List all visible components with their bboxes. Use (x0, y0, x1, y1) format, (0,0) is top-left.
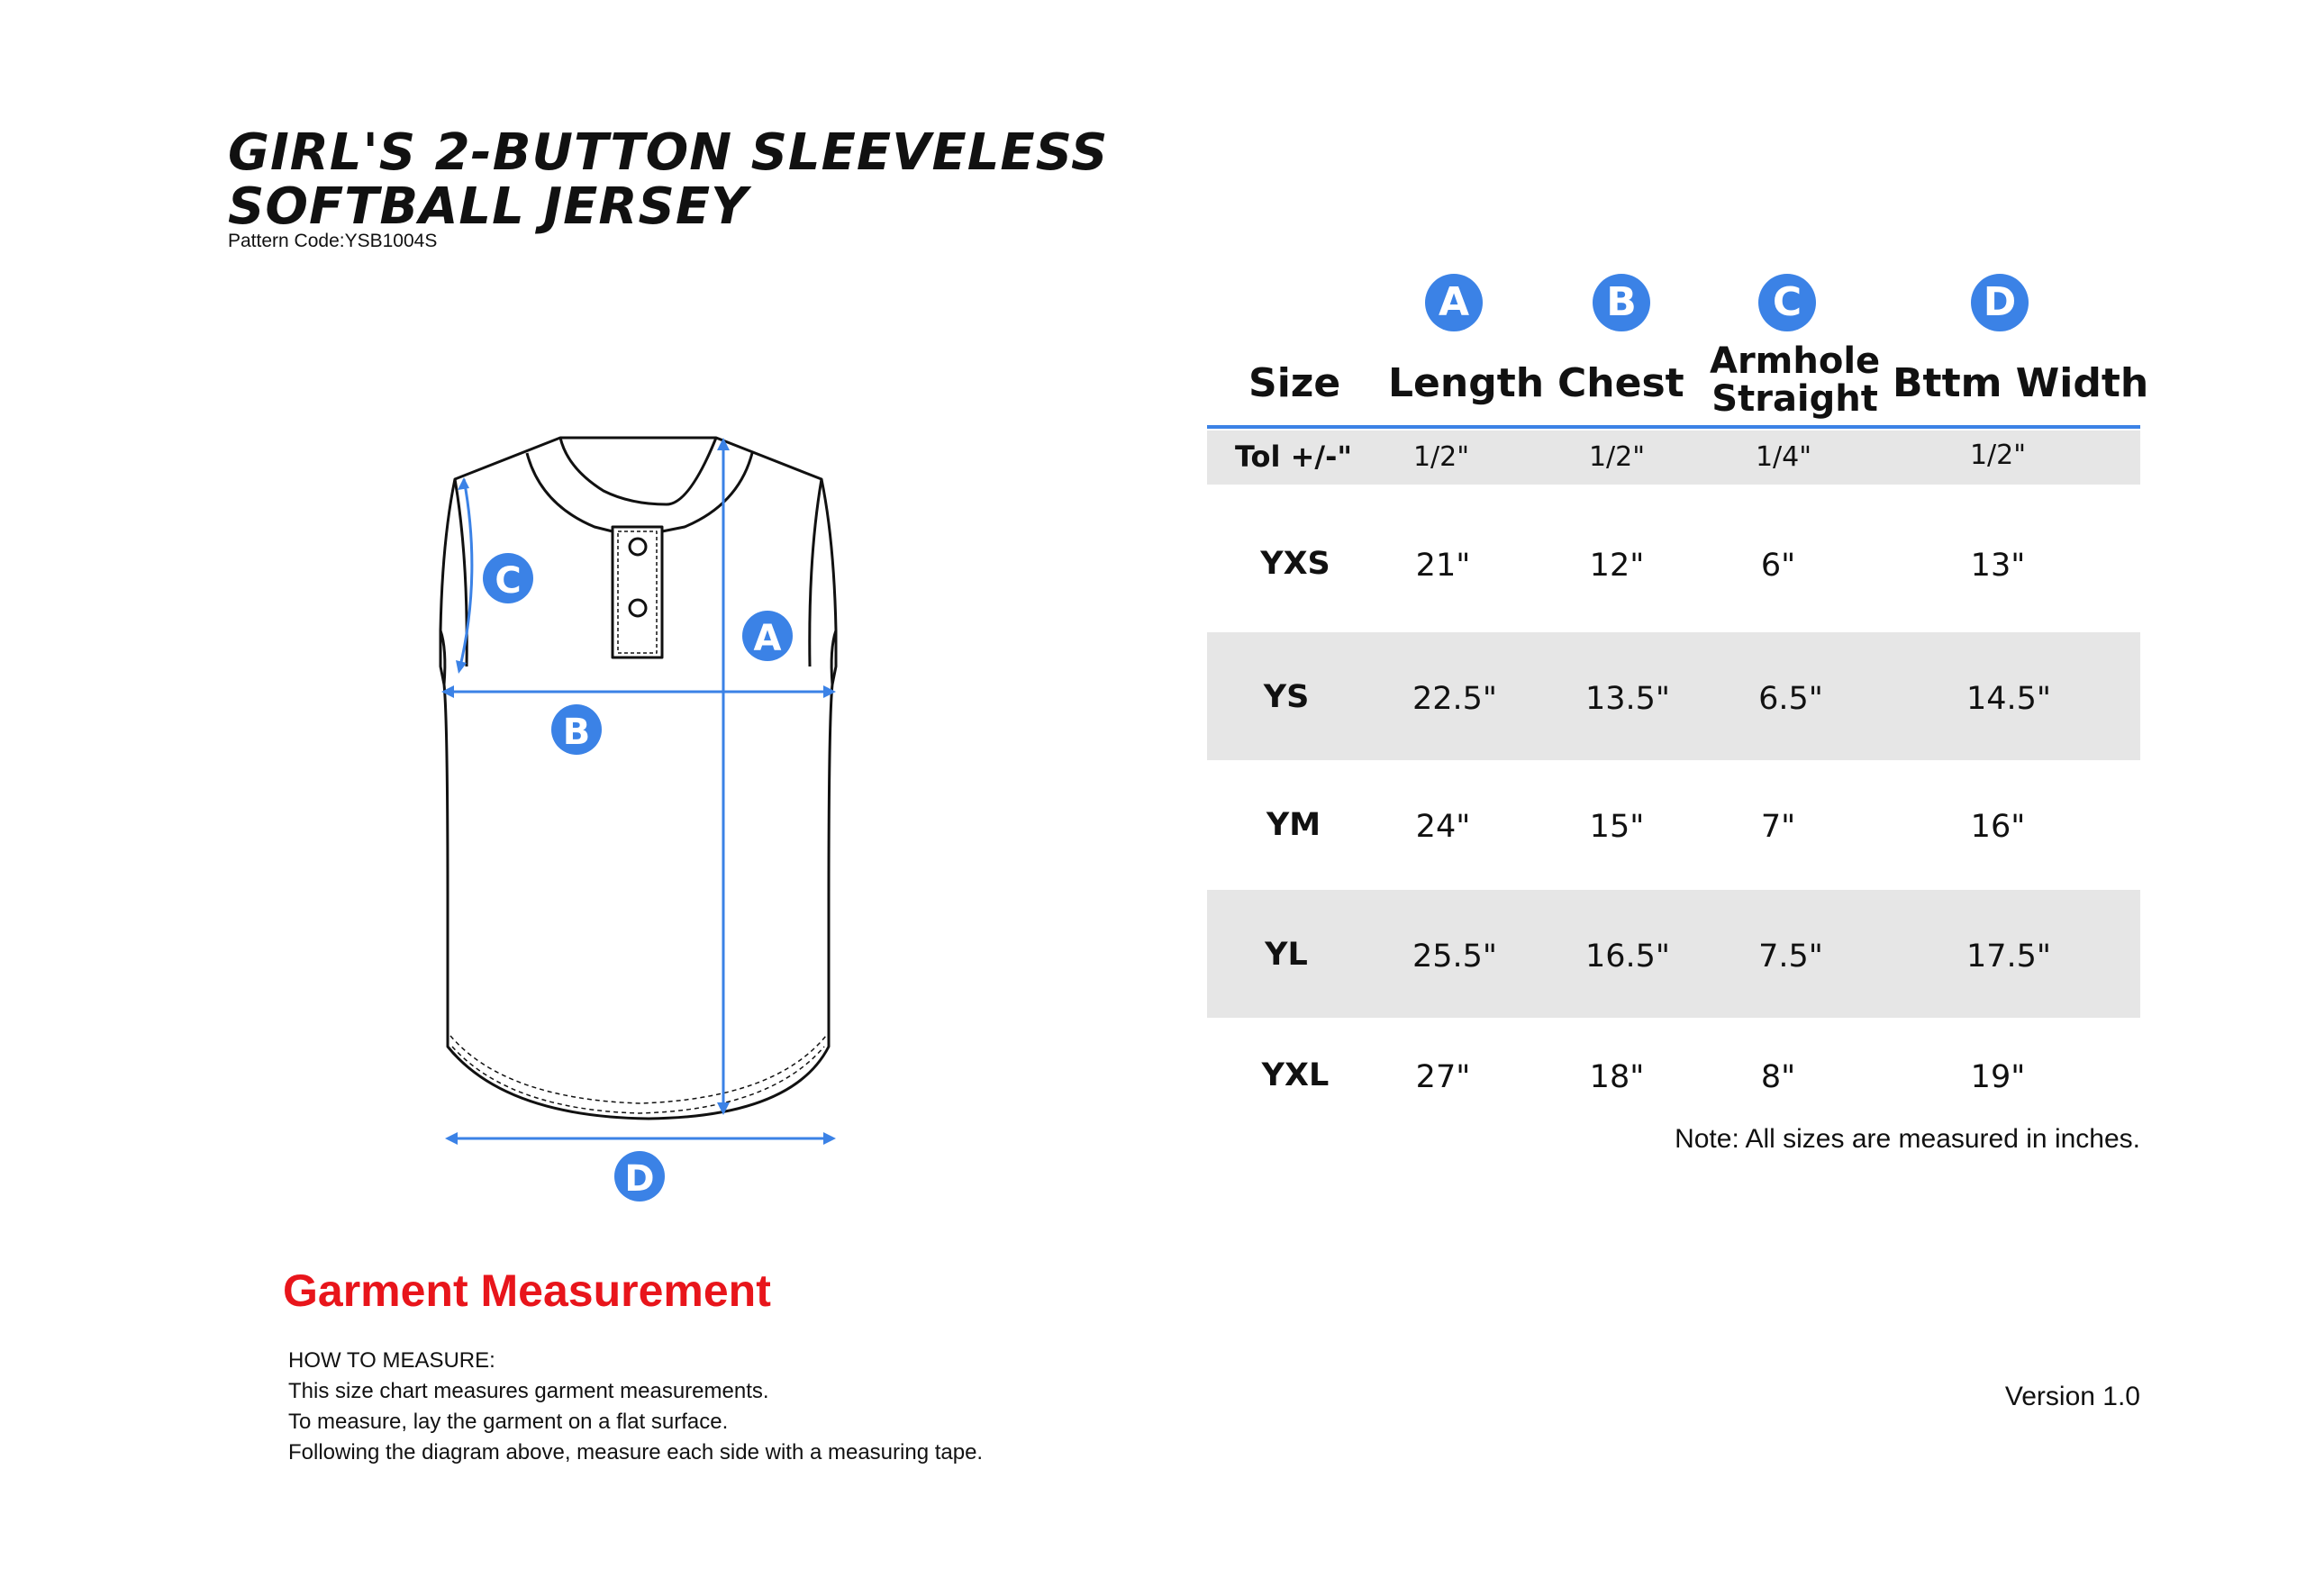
how-to-measure (288, 1346, 983, 1468)
row-bttm: 19" (1970, 1059, 2026, 1095)
header-armhole-line-2: Straight (1711, 378, 1878, 420)
tolerance-row (1207, 431, 2140, 485)
svg-text:D: D (624, 1158, 655, 1200)
jersey-outline (440, 438, 836, 1119)
version-label: Version 1.0 (2004, 1382, 2140, 1411)
row-size: YS (1263, 679, 1310, 715)
row-chest: 12" (1589, 548, 1645, 584)
how-to-measure-heading: HOW TO MEASURE: (288, 1348, 495, 1373)
header-armhole-line-1: Armhole (1710, 340, 1881, 382)
row-size: YM (1266, 807, 1321, 843)
row-bttm: 17.5" (1966, 939, 2052, 975)
row-size: YL (1265, 937, 1308, 973)
svg-text:B: B (562, 712, 591, 753)
header-length: Length (1388, 360, 1545, 406)
row-bttm: 13" (1970, 548, 2026, 584)
row-armhole: 6" (1760, 548, 1796, 584)
table-row-yxl (1207, 1018, 2140, 1126)
diagram-badge-d (614, 1151, 665, 1202)
row-length: 22.5" (1412, 681, 1498, 717)
row-armhole: 7" (1760, 809, 1796, 845)
column-badge-d: D (1971, 274, 2029, 331)
row-length: 27" (1415, 1059, 1471, 1095)
row-length: 25.5" (1412, 939, 1498, 975)
header-bttm-width: Bttm Width (1893, 360, 2149, 406)
svg-text:C: C (495, 560, 522, 602)
title-line-1: GIRL'S 2-BUTTON SLEEVELESS (228, 123, 1109, 182)
title-line-2: SOFTBALL JERSEY (228, 177, 749, 236)
column-badge-c: C (1758, 274, 1816, 331)
measurement-lines (441, 438, 836, 1145)
row-chest: 16.5" (1584, 939, 1671, 975)
diagram-badge-a (742, 611, 793, 661)
row-size: YXL (1261, 1057, 1330, 1093)
diagram-badge-b (551, 704, 602, 755)
row-armhole: 6.5" (1758, 681, 1823, 717)
tolerance-length: 1/2" (1412, 441, 1470, 473)
measurement-note: Note: All sizes are measured in inches. (1675, 1124, 2140, 1154)
tolerance-bttm: 1/2" (1969, 440, 2027, 471)
table-row-ym (1207, 760, 2140, 890)
header-chest: Chest (1557, 360, 1684, 406)
row-chest: 18" (1589, 1059, 1645, 1095)
tolerance-armhole: 1/4" (1755, 441, 1812, 473)
column-badge-b: B (1593, 274, 1650, 331)
how-to-measure-line: To measure, lay the garment on a flat surface. (288, 1410, 729, 1434)
row-chest: 15" (1589, 809, 1645, 845)
row-bttm: 14.5" (1966, 681, 2052, 717)
diagram-badge-c (483, 553, 533, 603)
header-size: Size (1248, 360, 1341, 406)
table-row-ys (1207, 632, 2140, 760)
row-length: 21" (1415, 548, 1471, 584)
header-armhole (1710, 342, 1880, 418)
header-rule (1207, 425, 2140, 429)
table-row-yxs (1207, 485, 2140, 632)
tolerance-label: Tol +/-" (1234, 440, 1353, 474)
how-to-measure-line: This size chart measures garment measurements. (288, 1379, 769, 1403)
row-bttm: 16" (1970, 809, 2026, 845)
column-badge-a: A (1425, 274, 1483, 331)
row-chest: 13.5" (1584, 681, 1671, 717)
table-row-yl (1207, 890, 2140, 1018)
tolerance-chest: 1/2" (1588, 441, 1646, 473)
how-to-measure-line: Following the diagram above, measure each side with a measuring tape. (288, 1440, 984, 1465)
row-armhole: 8" (1760, 1059, 1796, 1095)
row-length: 24" (1415, 809, 1471, 845)
garment-measurement-title: Garment Measurement (283, 1265, 771, 1316)
row-armhole: 7.5" (1758, 939, 1823, 975)
row-size: YXS (1260, 546, 1330, 582)
svg-text:A: A (753, 618, 782, 659)
pattern-code: Pattern Code:YSB1004S (228, 231, 438, 251)
